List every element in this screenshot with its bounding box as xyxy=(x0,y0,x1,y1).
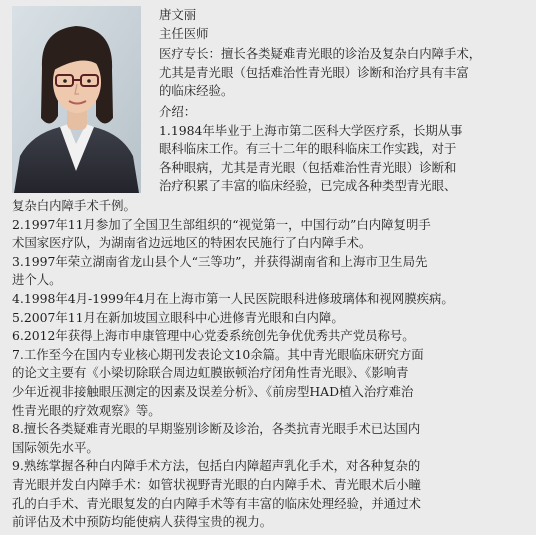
intro-item-2 xyxy=(12,216,524,253)
item-line: 9.熟练掌握各种白内障手术方法，包括白内障超声乳化手术，对各种复杂的 xyxy=(12,458,421,474)
item-line: 3.1997年荣立湖南省龙山县个人“三等功”，并获得湖南省和上海市卫生局先 xyxy=(12,253,428,269)
item-line: 青光眼并发白内障手术：如管状视野青光眼的白内障手术、青光眼术后小瞳 xyxy=(12,476,421,492)
item-line: 治疗积累了丰富的临床经验，已完成各种类型青光眼、 xyxy=(159,178,457,194)
intro-item-9 xyxy=(12,457,524,531)
item-line: 国际领先水平。 xyxy=(12,439,99,455)
item-line: 5.2007年11月在新加坡国立眼科中心进修青光眼和白内障。 xyxy=(12,309,344,325)
item-line: 少年近视非接触眼压测定的因素及误差分析》、《前房型HAD植入治疗难治 xyxy=(12,383,414,399)
item-line: 孔的白手术、青光眼复发的白内障手术等有丰富的临床处理经验，并通过术 xyxy=(12,495,421,511)
portrait-image xyxy=(12,6,141,193)
specialty-line-1: 医疗专长：擅长各类疑难青光眼的诊治及复杂白内障手术， xyxy=(159,46,482,62)
specialty-line-3: 的临床经验。 xyxy=(159,83,234,99)
item-line: 性青光眼的疗效观察》等。 xyxy=(12,402,161,418)
item-line: 术国家医疗队，为湖南省边远地区的特困农民施行了白内障手术。 xyxy=(12,235,372,251)
item-line: 眼科临床工作。有三十二年的眼科临床工作实践，对于 xyxy=(159,141,457,157)
intro-item-5 xyxy=(12,309,524,328)
item-line: 4.1998年4月-1999年4月在上海市第一人民医院眼科进修玻璃体和视网膜疾病。 xyxy=(12,290,454,306)
item-line: 前评估及术中预防均能使病人获得宝贵的视力。 xyxy=(12,514,273,530)
item-line: 8.擅长各类疑难青光眼的早期鉴别诊断及诊治，各类抗青光眼手术已达国内 xyxy=(12,421,421,437)
intro-label: 介绍： xyxy=(159,103,197,119)
item-line: 复杂白内障手术千例。 xyxy=(12,198,136,213)
doctor-portrait xyxy=(12,6,141,193)
intro-item-4 xyxy=(12,290,524,309)
item-line: 7.工作至今在国内专业核心期刊发表论文10余篇。其中青光眼临床研究方面 xyxy=(12,346,424,362)
specialty-line-2: 尤其是青光眼（包括难治性青光眼）诊断和治疗具有丰富 xyxy=(159,64,469,80)
item-line: 2.1997年11月参加了全国卫生部组织的“视觉第一，中国行动”白内障复明手 xyxy=(12,216,431,232)
item-line: 进个人。 xyxy=(12,272,62,288)
item-line: 1.1984年毕业于上海市第二医科大学医疗系，长期从事 xyxy=(159,122,463,138)
doctor-name: 唐文丽 xyxy=(159,7,197,22)
intro-item-7 xyxy=(12,346,524,420)
doctor-title: 主任医师 xyxy=(159,25,209,41)
intro-item-8 xyxy=(12,420,524,457)
item-line: 的论文主要有《小梁切除联合周边虹膜嵌顿治疗闭角性青光眼》、《影响青 xyxy=(12,365,409,381)
item-line: 6.2012年获得上海市申康管理中心党委系统创先争优优秀共产党员称号。 xyxy=(12,328,415,344)
intro-item-3 xyxy=(12,253,524,290)
intro-item-6 xyxy=(12,327,524,346)
item-line: 各种眼病，尤其是青光眼（包括难治性青光眼）诊断和 xyxy=(159,159,457,175)
specialty-label: 医疗专长： xyxy=(159,46,221,62)
